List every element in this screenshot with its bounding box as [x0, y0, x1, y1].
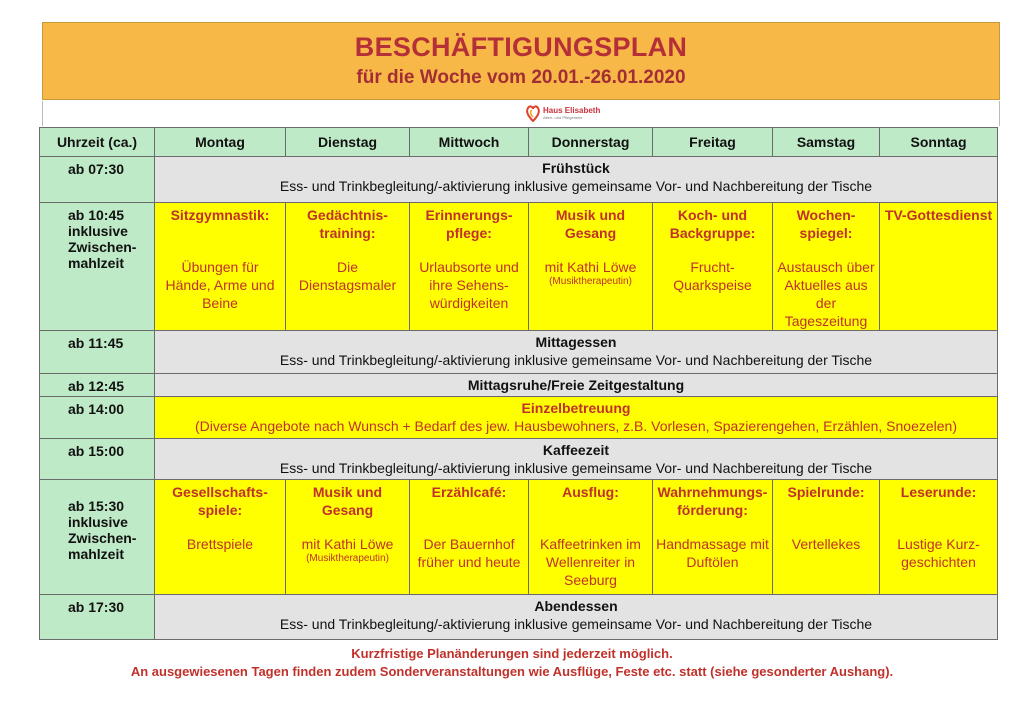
coffee-text: Ess- und Trinkbegleitung/-aktivierung inklusive gemeinsame Vor- und Nachbereitung der Tische	[279, 460, 873, 476]
col-header-sunday: Sonntag	[880, 128, 998, 157]
lunch-cell	[155, 331, 998, 374]
activity-wednesday	[410, 203, 529, 331]
heart-logo-icon	[526, 105, 540, 122]
individual-care-text: (Diverse Angebote nach Wunsch + Bedarf des jew. Hausbewohners, z.B. Vorlesen, Spazierengehen, Erzählen, Snoezelen)	[194, 418, 958, 434]
col-header-tuesday: Dienstag	[286, 128, 410, 157]
activity-wednesday	[410, 480, 529, 595]
time-line: mahlzeit	[68, 546, 125, 562]
logo-subtitle: Alten- und Pflegeheim	[543, 115, 583, 120]
activity-title: Gesellschafts-spiele:	[172, 484, 268, 518]
breakfast-title: Frühstück	[542, 160, 610, 176]
time-line: ab 15:30	[68, 498, 125, 514]
activity-monday	[155, 480, 286, 595]
logo-bar	[42, 101, 1000, 126]
individual-care-title: Einzelbetreuung	[521, 400, 631, 416]
row-afternoon-activities	[40, 480, 998, 595]
rest-cell	[155, 374, 998, 397]
coffee-title: Kaffeezeit	[542, 442, 610, 458]
activity-description: Kaffeetrinken im Wellenreiter in Seeburg	[540, 536, 641, 588]
footer-note-changes: Kurzfristige Planänderungen sind jederzeit möglich.	[351, 646, 673, 661]
row-coffee	[40, 439, 998, 480]
lunch-title: Mittagessen	[535, 334, 617, 350]
activity-title: Musik und Gesang	[555, 207, 626, 241]
schedule-table	[39, 127, 998, 640]
activity-friday	[653, 480, 773, 595]
dinner-text: Ess- und Trinkbegleitung/-aktivierung inklusive gemeinsame Vor- und Nachbereitung der Tische	[279, 616, 873, 632]
time-cell: ab 07:30	[40, 157, 155, 203]
time-cell: ab 15:00	[40, 439, 155, 480]
time-line: mahlzeit	[68, 255, 125, 271]
week-subtitle: für die Woche vom 20.01.-26.01.2020	[356, 67, 686, 88]
activity-title: Koch- und Backgruppe:	[669, 207, 756, 241]
col-header-time: Uhrzeit (ca.)	[40, 128, 155, 157]
breakfast-cell	[155, 157, 998, 203]
haus-elisabeth-logo	[526, 104, 600, 123]
activity-description: Vertellekes	[791, 536, 861, 552]
activity-note: (Musiktherapeutin)	[549, 276, 632, 287]
time-cell	[40, 480, 155, 595]
activity-title: Wochen-spiegel:	[796, 207, 856, 241]
activity-title: Leserunde:	[900, 484, 977, 500]
activity-description: mit Kathi Löwe	[544, 259, 637, 275]
activity-saturday	[773, 480, 880, 595]
col-header-thursday: Donnerstag	[529, 128, 653, 157]
activity-tuesday	[286, 203, 410, 331]
row-morning-activities	[40, 203, 998, 331]
time-line: inklusive	[68, 514, 128, 530]
activity-description: mit Kathi Löwe	[301, 536, 394, 552]
dinner-title: Abendessen	[534, 598, 618, 614]
col-header-saturday: Samstag	[773, 128, 880, 157]
activity-title: Musik und Gesang	[312, 484, 383, 518]
activity-title: Sitzgymnastik:	[170, 207, 270, 223]
activity-description: Die Dienstagsmaler	[298, 259, 397, 293]
activity-description: Handmassage mit Duftölen	[656, 536, 769, 570]
activity-thursday	[529, 203, 653, 331]
activity-title: TV-Gottesdienst	[884, 207, 993, 223]
activity-title: Erzählcafé:	[431, 484, 507, 500]
time-line: inklusive	[68, 223, 128, 239]
activity-tuesday	[286, 480, 410, 595]
col-header-friday: Freitag	[653, 128, 773, 157]
header-row	[40, 128, 998, 157]
time-line: ab 10:45	[68, 207, 125, 223]
activity-description: Frucht-Quarkspeise	[673, 259, 752, 293]
time-cell	[40, 203, 155, 331]
time-cell: ab 12:45	[40, 374, 155, 397]
activity-description: Der Bauernhof früher und heute	[417, 536, 521, 570]
logo-name: Haus Elisabeth	[543, 106, 601, 115]
breakfast-text: Ess- und Trinkbegleitung/-aktivierung inklusive gemeinsame Vor- und Nachbereitung der Tische	[279, 178, 873, 194]
coffee-cell	[155, 439, 998, 480]
activity-monday	[155, 203, 286, 331]
individual-care-cell	[155, 397, 998, 439]
activity-thursday	[529, 480, 653, 595]
plan-header	[42, 22, 1000, 100]
time-cell: ab 11:45	[40, 331, 155, 374]
activity-description: Austausch über Aktuelles aus der Tageszeitung	[777, 259, 875, 329]
time-cell: ab 14:00	[40, 397, 155, 439]
activity-saturday	[773, 203, 880, 331]
col-header-monday: Montag	[155, 128, 286, 157]
footer-note-events: An ausgewiesenen Tagen finden zudem Sonderveranstaltungen wie Ausflüge, Feste etc. statt (siehe gesonderter Aushang).	[130, 664, 894, 679]
activity-description: Übungen für Hände, Arme und Beine	[165, 259, 275, 311]
time-line: Zwischen-	[68, 530, 137, 546]
dinner-cell	[155, 595, 998, 640]
row-breakfast	[40, 157, 998, 203]
col-header-wednesday: Mittwoch	[410, 128, 529, 157]
activity-title: Erinnerungs-pflege:	[425, 207, 513, 241]
row-lunch	[40, 331, 998, 374]
activity-title: Gedächtnis-training:	[307, 207, 388, 241]
lunch-text: Ess- und Trinkbegleitung/-aktivierung inklusive gemeinsame Vor- und Nachbereitung der Tische	[279, 352, 873, 368]
activity-title: Wahrnehmungs-förderung:	[657, 484, 768, 518]
activity-sunday	[880, 480, 998, 595]
row-dinner	[40, 595, 998, 640]
row-rest	[40, 374, 998, 397]
activity-title: Ausflug:	[562, 484, 619, 500]
rest-title: Mittagsruhe/Freie Zeitgestaltung	[467, 377, 685, 393]
activity-description: Lustige Kurz-geschichten	[897, 536, 980, 570]
activity-friday	[653, 203, 773, 331]
activity-note: (Musiktherapeutin)	[306, 553, 389, 564]
time-line: Zwischen-	[68, 239, 137, 255]
time-cell: ab 17:30	[40, 595, 155, 640]
activity-description: Urlaubsorte und ihre Sehens-würdigkeiten	[419, 259, 519, 311]
page-title: BESCHÄFTIGUNGSPLAN	[354, 32, 688, 62]
row-individual-care	[40, 397, 998, 439]
activity-sunday	[880, 203, 998, 331]
activity-description: Brettspiele	[186, 536, 254, 552]
activity-title: Spielrunde:	[787, 484, 865, 500]
